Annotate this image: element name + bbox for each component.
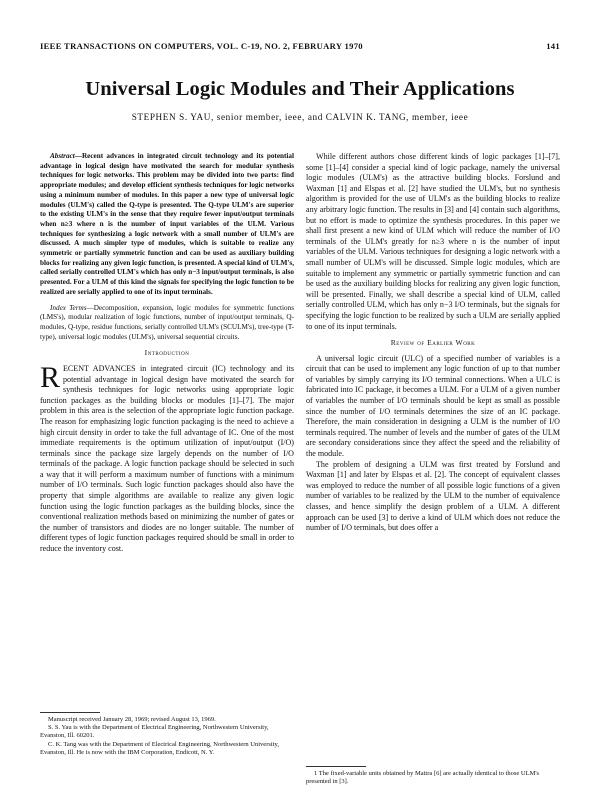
right-footnote-text: 1 The fixed-variable units obtained by Maitra [6] are actually identical to those ULM's presented in [3]. bbox=[306, 770, 540, 786]
paper-title: Universal Logic Modules and Their Applications bbox=[85, 78, 515, 100]
running-header bbox=[40, 41, 560, 55]
footnote-yau: S. S. Yau is with the Department of Electrical Engineering, Northwestern University, Evanston, Ill. 60201. bbox=[40, 724, 269, 740]
index-terms-text: —Decomposition, expansion, logic modules for symmetric functions (LMS's), modular realization of logic functions, number of input/output terminals, Q-modules, Q-type, residue functions, serially controlled ULM's (SCULM's), tree-type (T-type), universal logic modules (ULM's), universal sequential circuits. bbox=[40, 303, 294, 341]
page-number: 141 bbox=[546, 41, 560, 51]
section-heading-review: Review of Earlier Work bbox=[390, 338, 476, 348]
right-footnote bbox=[306, 766, 560, 786]
left-column bbox=[40, 152, 294, 555]
drop-cap: R bbox=[40, 360, 61, 394]
intro-text: in integrated circuit (IC) technology and its potential advantage in logical design have motivated the search for synthesis techniques for logic networks using appropriate logic function packages as the building blocks or modules [1]–[7]. The major problem in this area is the selection of the appropriate logic function package. The reason for emphasizing logic function packaging is the need to achieve a high circuit density in order to take the full advantage of IC. One of the most immediate requirements is the optimum utilization of input/output (I/O) terminals since the package size largely depends on the number of I/O terminals of the package. A logic function package should be selected in such a way that it will perform a maximum number of functions with a minimum number of I/O terminals. Such logic function packages should also have the property that simple algorithms are available to realize any given logic function using the logic function packages as the building blocks, since the conventional realization methods based on minimizing the number of gates or the number of transistors and diodes are no longer suitable. The number of different types of logic function packages required should be small in order to reduce the inventory cost. bbox=[40, 363, 295, 554]
abstract-text: —Recent advances in integrated circuit technology and its potential advantage in logical design have motivated the search for modular synthesis techniques for logic networks. This problem may be divided into two parts: find appropriate modules; and develop efficient synthesis techniques for logic networks using a minimum number of modules. In this paper a new type of universal logic modules (ULM's) called the Q-type is presented. The Q-type ULM's are superior to the existing ULM's in the sense that they require fewer input/output terminals when n≥3 where n is the number of input variables of the ULM. Various techniques for synthesizing a logic network with a small number of ULM's are discussed. A much simpler type of modules, which is suitable to realize any symmetric or partially symmetric function and can be used as auxiliary building blocks for realizing any given logic function, is presented. A special kind of ULM's, called serially controlled ULM's which has only n−3 input/output terminals, is also presented. For a ULM of this kind the signals for specifying the logic function to be realized are serially applied to one of its input terminals. bbox=[40, 152, 294, 296]
intro-first-words: ECENT ADVANCES bbox=[63, 363, 136, 373]
footnote-rule bbox=[40, 712, 100, 713]
right-column bbox=[306, 152, 560, 534]
abstract-label: Abstract bbox=[50, 152, 75, 160]
footnote-tang: C. K. Tang was with the Department of Electrical Engineering, Northwestern University, Evanston, Ill. He is now with the IBM Corporation, Endicott, N. Y. bbox=[40, 740, 279, 756]
author-line: STEPHEN S. YAU, senior member, ieee, and CALVIN K. TANG, member, ieee bbox=[131, 112, 469, 122]
footnotes bbox=[40, 712, 294, 757]
abstract bbox=[40, 152, 294, 298]
section-heading-introduction: Introduction bbox=[144, 348, 190, 358]
footnote-received: Manuscript received January 28, 1969; revised August 13, 1969. bbox=[48, 716, 216, 723]
introduction-paragraph bbox=[40, 360, 295, 555]
index-terms bbox=[40, 304, 294, 343]
right-footnote-rule bbox=[306, 766, 366, 767]
journal-line: IEEE TRANSACTIONS ON COMPUTERS, VOL. C-19, NO. 2, FEBRUARY 1970 bbox=[40, 41, 363, 51]
review-paragraph-2: The problem of designing a ULM was first treated by Forslund and Waxman [1] and later by Elspas et al. [2]. The concept of equivalent classes was employed to reduce the number of all possible logic functions of a given number of variables to be realized by the ULM to the number of equivalence classes, and hence simplify the design problem of a ULM. A different approach can be used [3] to derive a kind of ULM which does not reduce the number of I/O terminals, but does offer a bbox=[306, 459, 560, 533]
intro-continued-paragraph: While different authors chose different kinds of logic packages [1]–[7], some [1]–[4] consider a special kind of logic package, namely the universal logic modules (ULM's) as the attractive building blocks. Forslund and Waxman [1] and Elspas et al. [2] have studied the ULM's, but no synthesis algorithm is provided for the use of ULM's as the building blocks to realize any arbitrary logic function. The results in [3] and [4] contain such algorithms, but no effort is made to optimize the synthesis procedures. In this paper we shall first present a new kind of ULM which will reduce the number of I/O terminals of the ULM's greatly for n≥3 where n is the number of input variables of the ULM. Various techniques for designing a logic network with a small number of ULM's will be discussed. Simple logic modules, which are suitable to implement any symmetric or partially symmetric function and can be used as the auxiliary building blocks for realizing any given logic function, will be presented. Finally, we shall describe a special kind of ULM, called serially controlled ULM, which has only n−3 I/O terminals, but the signals for specifying the logic function to be realized by such a ULM are serially applied to one of its input terminals. bbox=[306, 152, 560, 331]
index-terms-label: Index Terms bbox=[50, 303, 87, 312]
review-paragraph-1: A universal logic circuit (ULC) of a specified number of variables is a circuit that can be used to implement any logic function of up to that number of variables by simply carrying its I/O terminal connections. When a ULC is fabricated into IC package, it becomes a ULM. For a ULM of a given number of variables the number of I/O terminals should be kept as small as possible since the number of I/O terminals determines the size of an IC package. Therefore, the main consideration in designing a ULM is the number of I/O terminals required. The number of levels and the number of gates of the ULM are secondary considerations since they affect the speed and the reliability of the module. bbox=[306, 353, 560, 459]
